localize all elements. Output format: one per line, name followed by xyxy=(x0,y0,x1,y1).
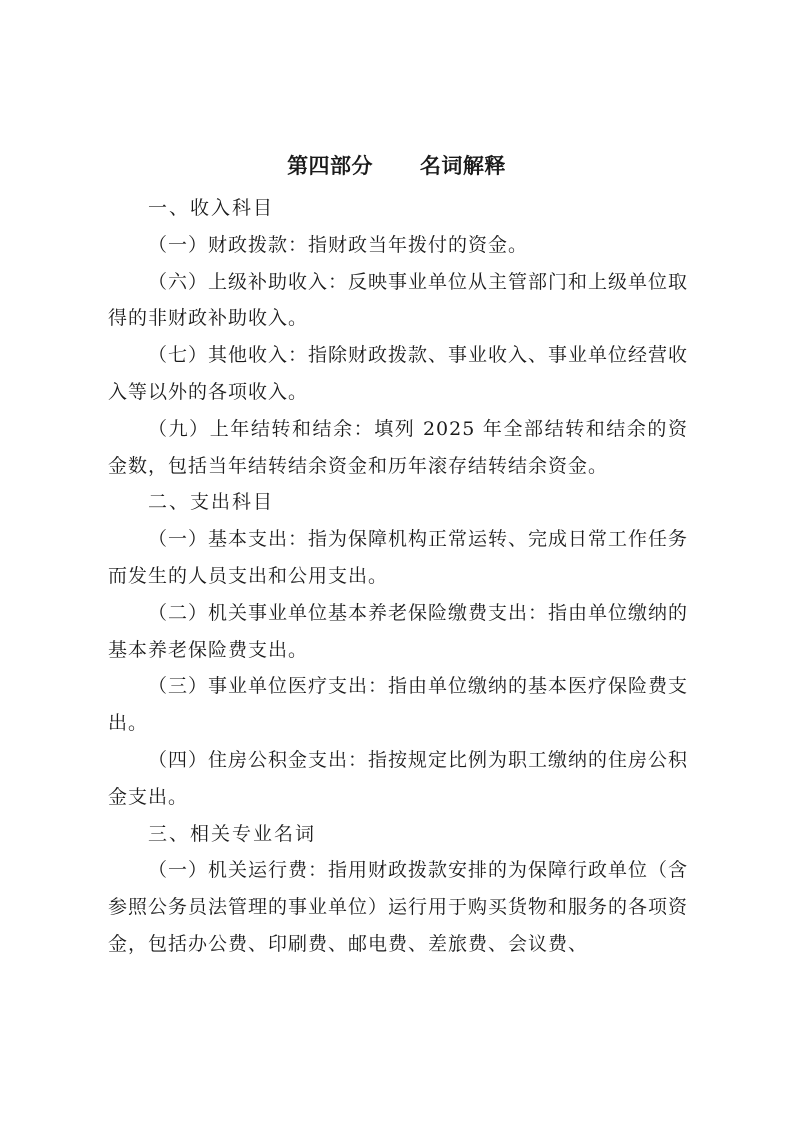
paragraph-basic-expenditure: （一）基本支出：指为保障机构正常运转、完成日常工作任务而发生的人员支出和公用支出。 xyxy=(108,528,689,587)
paragraph-other-income: （七）其他收入：指除财政拨款、事业收入、事业单位经营收入等以外的各项收入。 xyxy=(108,344,689,403)
document-body xyxy=(108,190,688,963)
paragraph-pension-insurance: （二）机关事业单位基本养老保险缴费支出：指由单位缴纳的基本养老保险费支出。 xyxy=(108,601,689,661)
section-heading-income: 一、收入科目 xyxy=(148,197,275,219)
paragraph-housing-fund: （四）住房公积金支出：指按规定比例为职工缴纳的住房公积金支出。 xyxy=(108,748,689,808)
paragraph-prior-year-carryover: （九）上年结转和结余：填列 2025 年全部结转和结余的资金数，包括当年结转结余资金和历年滚存结转结余资金。 xyxy=(108,417,688,477)
section-heading-expenditure: 二、支出科目 xyxy=(148,491,275,514)
page-title: 第四部分 名词解释 xyxy=(287,154,506,178)
paragraph-higher-level-subsidy: （六）上级补助收入：反映事业单位从主管部门和上级单位取得的非财政补助收入。 xyxy=(108,270,689,330)
section-heading-related-terms: 三、相关专业名词 xyxy=(148,822,317,845)
paragraph-operating-costs: （一）机关运行费：指用财政拨款安排的为保障行政单位（含参照公务员法管理的事业单位）运行用于购买货物和服务的各项资金，包括办公费、印刷费、邮电费、差旅费、会议费、 xyxy=(108,859,689,955)
paragraph-medical-expenditure: （三）事业单位医疗支出：指由单位缴纳的基本医疗保险费支出。 xyxy=(108,675,689,735)
paragraph-fiscal-appropriation: （一）财政拨款：指财政当年拨付的资金。 xyxy=(148,233,529,256)
